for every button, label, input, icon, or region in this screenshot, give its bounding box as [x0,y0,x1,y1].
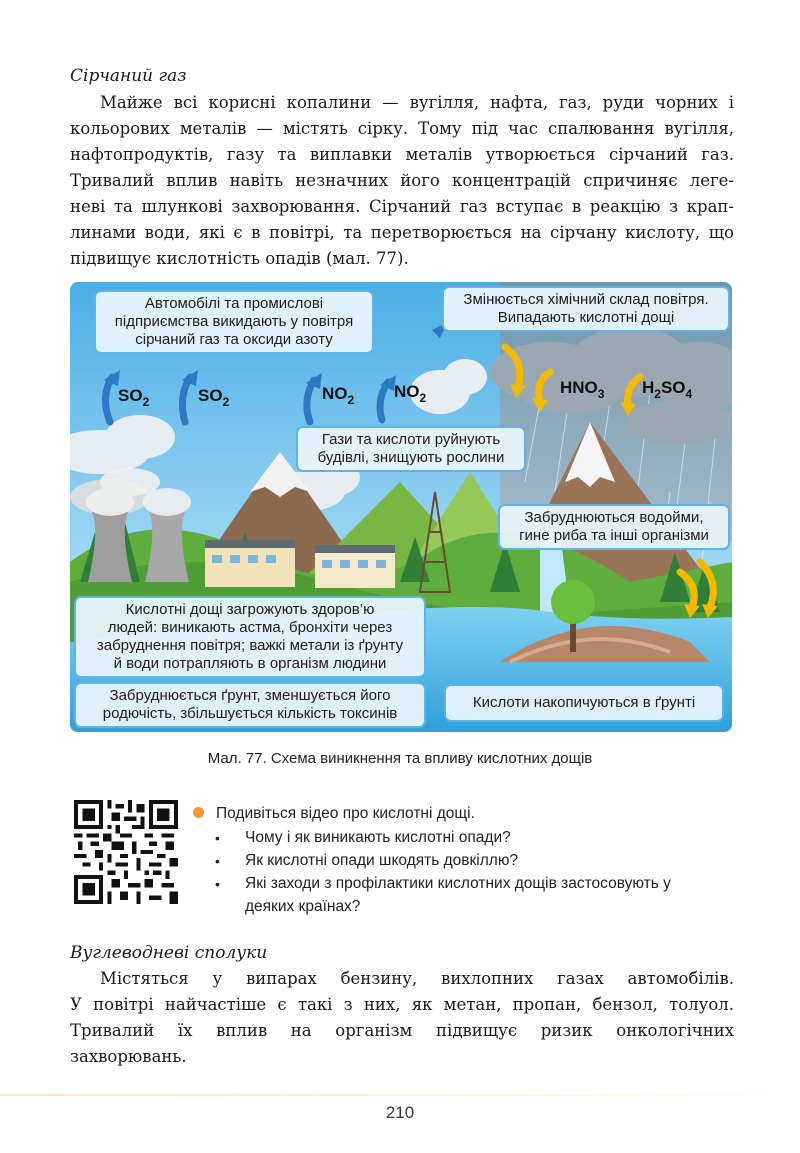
bubble-buildings [296,426,526,472]
figure-caption: Мал. 77. Схема виникнення та впливу кислотних дощів [207,750,593,767]
chem-hno3: $HNO_3$ [560,378,605,401]
bubble-line: Гази та кислоти руйнують [321,431,501,448]
bullet-icon: • [215,830,220,846]
task-main: Подивіться відео про кислотні дощі. [216,805,475,822]
text-line: Майже всі корисні копалини — вугілля, нафта, газ, руди чорних і [100,93,734,112]
chem-no2-b: $NO_2$ [394,382,427,405]
bubble-line: Випадають кислотні дощі [497,309,675,326]
bubble-line: сірчаний газ та оксиди азоту [135,331,333,348]
bubble-line: будівлі, знищують рослини [317,449,505,466]
bubble-line: забруднення повітря; важкі метали із ґрунту [96,637,404,654]
qr-code-icon[interactable] [74,800,178,904]
bubble-line: Кислоти накопичуються в ґрунті [472,694,696,711]
bullet-icon: • [215,853,220,869]
section-title-sulfur-gas: Сірчаний газ [70,66,187,86]
text-line: неві та шлункові захворювання. Сірчаний газ вступає в реакцію з крап- [70,197,734,216]
section-title-hydrocarbons: Вуглеводневі сполуки [70,943,268,963]
bubble-soil [74,682,426,728]
bubble-line: людей: виникають астма, бронхіти через [107,619,393,636]
bubble-line: й води потрапляють в організм людини [113,655,387,672]
page-number: 210 [385,1103,415,1122]
chem-h2so4: $H_2SO_4$ [642,378,693,401]
bullet-icon: • [215,876,220,892]
text-line: Тривалий вплив навіть незначних його концентрацій спричиняє леге- [70,171,734,190]
footer-divider [0,1094,800,1096]
chem-so2-b: $SO_2$ [198,386,230,409]
text-line: Містяться у випарах бензину, вихлопних газах автомобілів. [100,969,734,988]
paragraph-sulfur-gas [70,90,734,272]
bubble-line: Забруднюються водойми, [524,509,704,526]
text-line: Тривалий їх вплив на організм підвищує ризик онкологічних [70,1021,734,1040]
acid-rain-diagram [70,282,732,732]
task-question-continued: деяких країнах? [245,898,361,915]
paragraph-hydrocarbons [70,966,734,1070]
bubble-acids-soil [444,684,724,722]
chem-so2-a: $SO_2$ [118,386,150,409]
text-line: кольорових металів — містять сірку. Тому під час спалювання вугілля, [70,119,734,138]
bubble-line: гине риба та інші організми [519,527,709,544]
bubble-line: підприємства викидають у повітря [114,313,354,330]
task-question: Як кислотні опади шкодять довкіллю? [245,852,519,869]
text-line: підвищує кислотність опадів (мал. 77). [70,249,409,268]
bubble-line: Автомобілі та промислові [144,295,324,312]
orange-bullet-icon [193,807,204,818]
bubble-water [498,504,730,550]
task-question: Чому і як виникають кислотні опади? [245,829,511,846]
text-line: нафтопродуктів, газу та виплавки металів утворюється сірчаний газ. [70,145,734,164]
text-line: захворювань. [70,1047,187,1066]
bubble-line: Змінюється хімічний склад повітря. [463,291,709,308]
bubble-air-change [442,286,730,332]
bubble-line: Забруднюється ґрунт, зменшується його [109,687,391,704]
bubble-line: родючість, збільшується кількість токсинів [102,705,398,722]
text-line: линами води, які є в повітрі, та перетворюється на сірчану кислоту, що [70,223,734,242]
bubble-health [74,596,426,678]
bubble-emissions [94,290,374,354]
bubble-line: Кислотні дощі загрожують здоров’ю [125,601,375,618]
chem-no2-a: $NO_2$ [322,384,355,407]
text-line: У повітрі найчастіше є такі з них, як метан, пропан, бензол, толуол. [70,995,734,1014]
task-question: Які заходи з профілактики кислотних дощів застосовують у [245,875,671,892]
